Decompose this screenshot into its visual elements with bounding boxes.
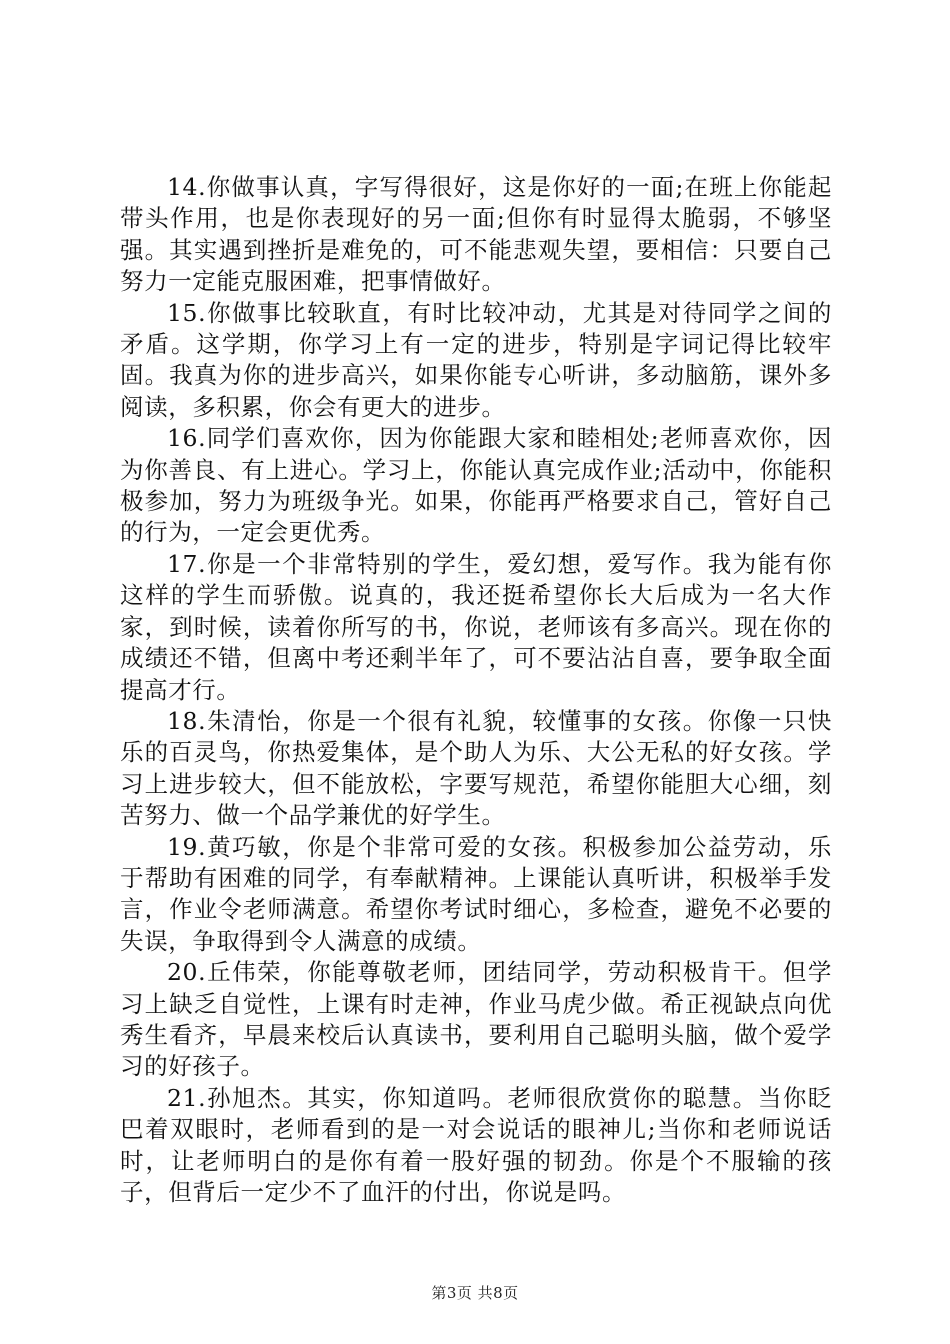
comment-paragraph-19: 19.黄巧敏，你是个非常可爱的女孩。积极参加公益劳动，乐于帮助有困难的同学，有奉献精神。上课能认真听讲，积极举手发言，作业令老师满意。希望你考试时细心，多检查，避免不必要的失误，争取得到令人满意的成绩。: [120, 832, 832, 955]
comment-paragraph-16: 16.同学们喜欢你，因为你能跟大家和睦相处;老师喜欢你，因为你善良、有上进心。学习上，你能认真完成作业;活动中，你能积极参加，努力为班级争光。如果，你能再严格要求自己，管好自己的行为，一定会更优秀。: [120, 424, 832, 547]
comment-paragraph-18: 18.朱清怡，你是一个很有礼貌，较懂事的女孩。你像一只快乐的百灵鸟，你热爱集体，是个助人为乐、大公无私的好女孩。学习上进步较大，但不能放松，字要写规范，希望你能胆大心细，刻苦努力、做一个品学兼优的好学生。: [120, 706, 832, 830]
comment-paragraph-21: 21.孙旭杰。其实，你知道吗。老师很欣赏你的聪慧。当你眨巴着双眼时，老师看到的是一对会说话的眼神儿;当你和老师说话时，让老师明白的是你有着一股好强的韧劲。你是个不服输的孩子，但背后一定少不了血汗的付出，你说是吗。: [120, 1083, 832, 1206]
comment-paragraph-17: 17.你是一个非常特别的学生，爱幻想，爱写作。我为能有你这样的学生而骄傲。说真的，我还挺希望你长大后成为一名大作家，到时候，读着你所写的书，你说，老师该有多高兴。现在你的成绩还不错，但离中考还剩半年了，可不要沾沾自喜，要争取全面提高才行。: [120, 549, 832, 704]
page-number-footer: 第3页 共8页: [431, 1284, 519, 1302]
comment-paragraph-20: 20.丘伟荣，你能尊敬老师，团结同学，劳动积极肯干。但学习上缺乏自觉性，上课有时走神，作业马虎少做。希正视缺点向优秀生看齐，早晨来校后认真读书，要利用自己聪明头脑，做个爱学习的好孩子。: [120, 958, 832, 1081]
document-body: [120, 172, 832, 1208]
comment-paragraph-14: 14.你做事认真，字写得很好，这是你好的一面;在班上你能起带头作用，也是你表现好的另一面;但你有时显得太脆弱，不够坚强。其实遇到挫折是难免的，可不能悲观失望，要相信：只要自己努力一定能克服困难，把事情做好。: [120, 173, 832, 296]
comment-paragraph-15: 15.你做事比较耿直，有时比较冲动，尤其是对待同学之间的矛盾。这学期，你学习上有一定的进步，特别是字词记得比较牢固。我真为你的进步高兴，如果你能专心听讲，多动脑筋，课外多阅读，多积累，你会有更大的进步。: [120, 298, 832, 421]
